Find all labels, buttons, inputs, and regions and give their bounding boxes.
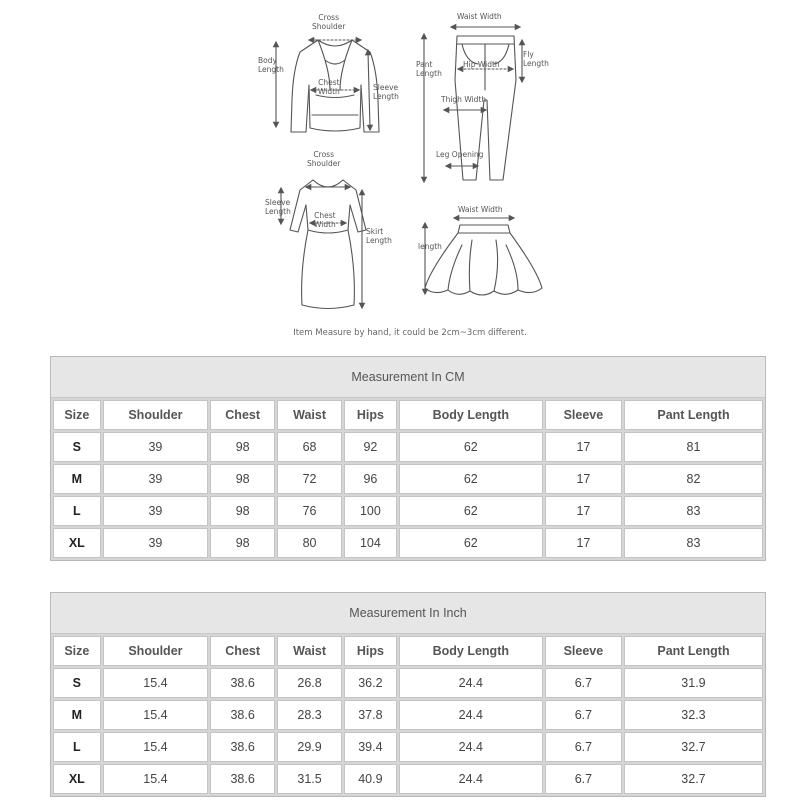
cm-size-table: [51, 398, 765, 560]
measurement-diagram: [0, 0, 800, 345]
cell-hips: 96: [344, 464, 397, 494]
cell-waist: 68: [277, 432, 342, 462]
cell-body-length: 62: [399, 496, 543, 526]
pants-length-label: Pant Length: [416, 60, 442, 78]
cell-hips: 100: [344, 496, 397, 526]
header-pant-length: Pant Length: [624, 636, 763, 666]
cell-waist: 31.5: [277, 764, 342, 794]
cm-table-title: Measurement In CM: [51, 357, 765, 398]
cell-pant-length: 83: [624, 496, 763, 526]
cell-chest: 38.6: [210, 732, 275, 762]
cell-sleeve: 17: [545, 528, 622, 558]
cell-chest: 38.6: [210, 764, 275, 794]
cell-chest: 98: [210, 464, 275, 494]
cell-chest: 38.6: [210, 700, 275, 730]
cell-pant-length: 81: [624, 432, 763, 462]
header-hips: Hips: [344, 400, 397, 430]
skirt-length-label: length: [418, 242, 442, 251]
measure-note: Item Measure by hand, it could be 2cm~3cm different.: [293, 328, 527, 338]
dress-cross-shoulder-label: Cross Shoulder: [307, 150, 341, 168]
header-chest: Chest: [210, 636, 275, 666]
cell-body-length: 24.4: [399, 700, 543, 730]
cell-waist: 80: [277, 528, 342, 558]
cell-hips: 36.2: [344, 668, 397, 698]
top-chest-width-label: Chest Width: [318, 78, 340, 96]
cell-pant-length: 32.7: [624, 764, 763, 794]
table-row: [53, 764, 763, 794]
cell-sleeve: 17: [545, 464, 622, 494]
cell-shoulder: 15.4: [103, 668, 209, 698]
table-row: [53, 732, 763, 762]
cell-sleeve: 6.7: [545, 764, 622, 794]
dress-skirt-length-label: Skirt Length: [366, 227, 392, 245]
cell-hips: 104: [344, 528, 397, 558]
table-row: [53, 528, 763, 558]
cell-sleeve: 6.7: [545, 668, 622, 698]
table-row: [53, 464, 763, 494]
cell-chest: 38.6: [210, 668, 275, 698]
dress-sleeve-length-label: Sleeve Length: [265, 198, 291, 216]
cell-shoulder: 15.4: [103, 700, 209, 730]
header-pant-length: Pant Length: [624, 400, 763, 430]
cell-body-length: 24.4: [399, 732, 543, 762]
cell-hips: 39.4: [344, 732, 397, 762]
top-sleeve-length-label: Sleeve Length: [373, 83, 399, 101]
header-body-length: Body Length: [399, 400, 543, 430]
inch-size-table: [51, 634, 765, 796]
header-sleeve: Sleeve: [545, 400, 622, 430]
cell-sleeve: 6.7: [545, 700, 622, 730]
cell-pant-length: 32.7: [624, 732, 763, 762]
pants-leg-opening-label: Leg Opening: [436, 150, 484, 159]
cell-sleeve: 6.7: [545, 732, 622, 762]
cm-table: [50, 356, 766, 561]
cell-chest: 98: [210, 528, 275, 558]
pants-fly-length-label: Fly Length: [523, 50, 549, 68]
header-size: Size: [53, 636, 101, 666]
header-shoulder: Shoulder: [103, 400, 209, 430]
garment-sketches: [0, 0, 800, 345]
cell-hips: 92: [344, 432, 397, 462]
header-waist: Waist: [277, 400, 342, 430]
cell-pant-length: 31.9: [624, 668, 763, 698]
cell-waist: 76: [277, 496, 342, 526]
cell-pant-length: 32.3: [624, 700, 763, 730]
header-chest: Chest: [210, 400, 275, 430]
inch-table-title: Measurement In Inch: [51, 593, 765, 634]
cell-shoulder: 15.4: [103, 732, 209, 762]
skirt-waist-width-label: Waist Width: [458, 205, 503, 214]
table-row: [53, 700, 763, 730]
pants-thigh-width-label: Thigh Width: [441, 95, 487, 104]
dress-sketch: [290, 180, 366, 309]
cell-chest: 98: [210, 496, 275, 526]
cell-sleeve: 17: [545, 496, 622, 526]
cell-waist: 26.8: [277, 668, 342, 698]
cell-size: XL: [53, 528, 101, 558]
header-hips: Hips: [344, 636, 397, 666]
cell-shoulder: 15.4: [103, 764, 209, 794]
pants-waist-width-label: Waist Width: [457, 12, 502, 21]
cell-body-length: 62: [399, 464, 543, 494]
pants-hip-width-label: Hip Width: [463, 60, 500, 69]
header-shoulder: Shoulder: [103, 636, 209, 666]
header-size: Size: [53, 400, 101, 430]
inch-table: [50, 592, 766, 797]
cell-shoulder: 39: [103, 432, 209, 462]
dress-chest-width-label: Chest Width: [314, 211, 336, 229]
top-body-length-label: Body Length: [258, 56, 284, 74]
table-header-row: [53, 400, 763, 430]
cell-size: S: [53, 668, 101, 698]
table-header-row: [53, 636, 763, 666]
cell-body-length: 62: [399, 528, 543, 558]
top-cross-shoulder-label: Cross Shoulder: [312, 13, 346, 31]
skirt-sketch: [425, 225, 542, 295]
cell-sleeve: 17: [545, 432, 622, 462]
cell-pant-length: 83: [624, 528, 763, 558]
header-waist: Waist: [277, 636, 342, 666]
cell-size: L: [53, 732, 101, 762]
cell-hips: 37.8: [344, 700, 397, 730]
cell-body-length: 62: [399, 432, 543, 462]
cell-size: XL: [53, 764, 101, 794]
cell-pant-length: 82: [624, 464, 763, 494]
table-row: [53, 496, 763, 526]
cell-size: L: [53, 496, 101, 526]
cell-hips: 40.9: [344, 764, 397, 794]
cell-size: M: [53, 464, 101, 494]
cell-waist: 29.9: [277, 732, 342, 762]
table-row: [53, 668, 763, 698]
cell-size: M: [53, 700, 101, 730]
cell-shoulder: 39: [103, 464, 209, 494]
cell-waist: 28.3: [277, 700, 342, 730]
cell-waist: 72: [277, 464, 342, 494]
cell-shoulder: 39: [103, 496, 209, 526]
cell-body-length: 24.4: [399, 764, 543, 794]
cell-body-length: 24.4: [399, 668, 543, 698]
cell-shoulder: 39: [103, 528, 209, 558]
cell-chest: 98: [210, 432, 275, 462]
cell-size: S: [53, 432, 101, 462]
header-sleeve: Sleeve: [545, 636, 622, 666]
table-row: [53, 432, 763, 462]
header-body-length: Body Length: [399, 636, 543, 666]
